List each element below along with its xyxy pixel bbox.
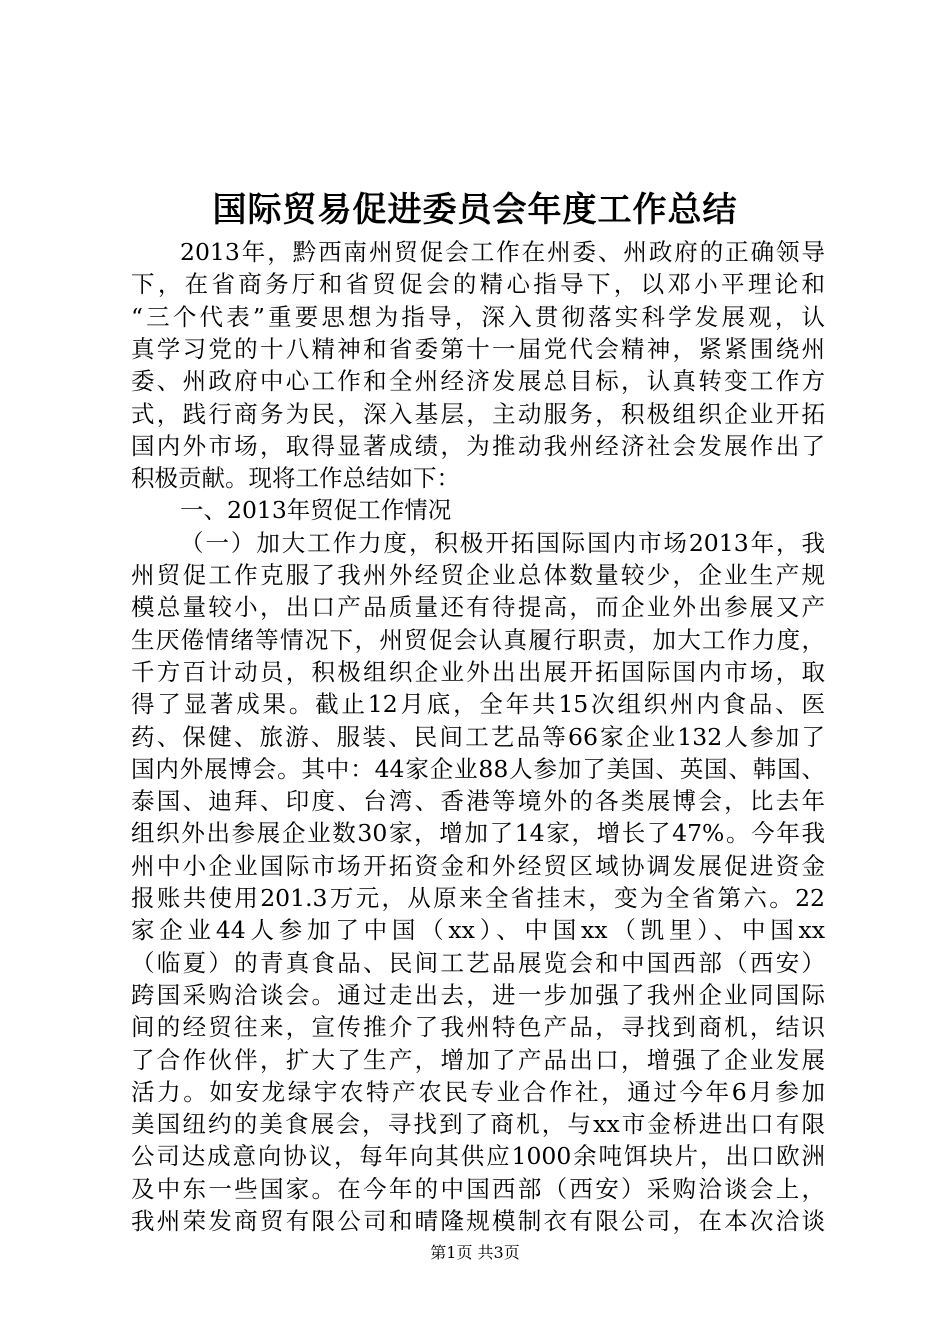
text-line: 得了显著成果。截止12月底，全年共15次组织州内食品、医 bbox=[131, 690, 825, 719]
text-line: 家企业44人参加了中国（xx）、中国xx（凯里）、中国xx bbox=[131, 916, 825, 945]
text-line: 美国纽约的美食展会，寻找到了商机，与xx市金桥进出口有限 bbox=[131, 1110, 825, 1139]
section-heading: 一、2013年贸促工作情况 bbox=[180, 496, 452, 525]
text-line: 州中小企业国际市场开拓资金和外经贸区域协调发展促进资金 bbox=[131, 851, 825, 880]
text-line: 公司达成意向协议，每年向其供应1000余吨饵块片，出口欧洲 bbox=[131, 1142, 825, 1171]
text-line: 组织外出参展企业数30家，增加了14家，增长了47%。今年我 bbox=[131, 819, 825, 848]
text-line: 州贸促工作克服了我州外经贸企业总体数量较少，企业生产规 bbox=[131, 561, 825, 589]
text-line: 式，践行商务为民，深入基层，主动服务，积极组织企业开拓 bbox=[131, 399, 825, 428]
text-line: 药、保健、旅游、服装、民间工艺品等66家企业132人参加了 bbox=[131, 722, 825, 751]
text-line: 委、州政府中心工作和全州经济发展总目标，认真转变工作方 bbox=[131, 367, 825, 396]
text-line: 真学习党的十八精神和省委第十一届党代会精神，紧紧围绕州 bbox=[131, 334, 825, 363]
text-line: 活力。如安龙绿宇农特产农民专业合作社，通过今年6月参加 bbox=[131, 1077, 825, 1106]
text-line: 跨国采购洽谈会。通过走出去，进一步加强了我州企业同国际 bbox=[131, 980, 825, 1009]
text-line: 及中东一些国家。在今年的中国西部（西安）采购洽谈会上， bbox=[131, 1174, 825, 1203]
text-line: 报账共使用201.3万元，从原来全省挂末，变为全省第六。22 bbox=[131, 884, 825, 912]
text-line: “三个代表”重要思想为指导，深入贯彻落实科学发展观，认 bbox=[131, 302, 825, 331]
text-line: 2013年，黔西南州贸促会工作在州委、州政府的正确领导 bbox=[180, 238, 825, 266]
text-line: （临夏）的青真食品、民间工艺品展览会和中国西部（西安） bbox=[131, 948, 825, 977]
text-line: 国内外市场，取得显著成绩，为推动我州经济社会发展作出了 bbox=[131, 431, 825, 460]
text-line: 了合作伙伴，扩大了生产，增加了产品出口，增强了企业发展 bbox=[131, 1045, 825, 1074]
text-line: 泰国、迪拜、印度、台湾、香港等境外的各类展博会，比去年 bbox=[131, 787, 825, 816]
text-line: 生厌倦情绪等情况下，州贸促会认真履行职责，加大工作力度， bbox=[131, 625, 825, 654]
text-line: 千方百计动员，积极组织企业外出出展开拓国际国内市场，取 bbox=[131, 657, 825, 686]
document-title: 国际贸易促进委员会年度工作总结 bbox=[212, 190, 738, 230]
text-line: 间的经贸往来，宣传推介了我州特色产品，寻找到商机，结识 bbox=[131, 1013, 825, 1042]
text-line: 我州荣发商贸有限公司和晴隆规模制衣有限公司，在本次洽谈 bbox=[131, 1207, 825, 1235]
text-line: 国内外展博会。其中：44家企业88人参加了美国、英国、韩国、 bbox=[131, 754, 825, 783]
page-footer: 第1页 共3页 bbox=[430, 1243, 520, 1262]
text-line: 模总量较小，出口产品质量还有待提高，而企业外出参展又产 bbox=[131, 593, 825, 622]
text-line: 下，在省商务厅和省贸促会的精心指导下，以邓小平理论和 bbox=[131, 270, 825, 299]
text-line: 积极贡献。现将工作总结如下： bbox=[131, 464, 460, 493]
text-line: （一）加大工作力度，积极开拓国际国内市场2013年，我 bbox=[180, 528, 825, 557]
